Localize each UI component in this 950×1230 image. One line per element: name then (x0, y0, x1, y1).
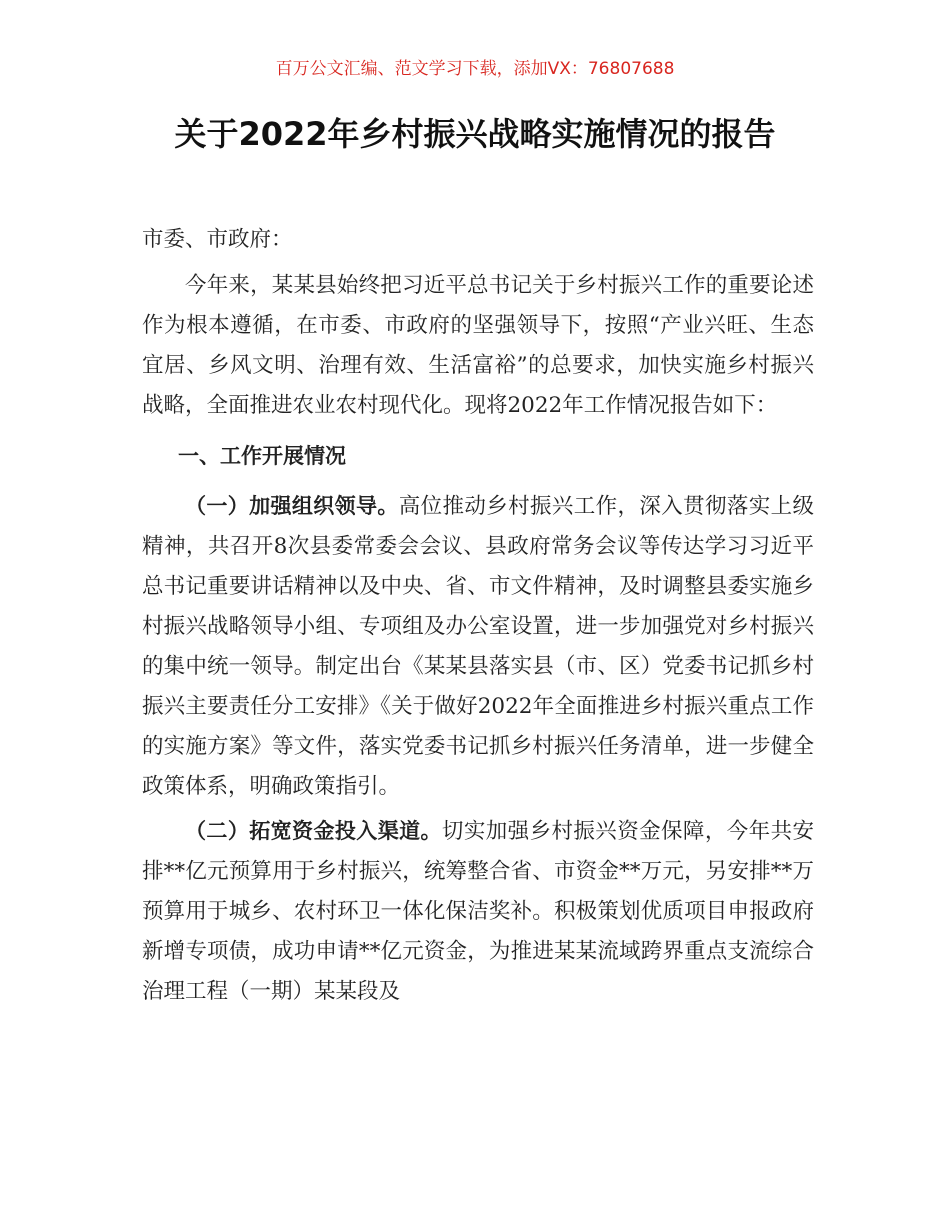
paragraph-lead-1: （一）加强组织领导。 (185, 494, 399, 518)
paragraph-item-1 (142, 486, 814, 807)
section-heading: 一、工作开展情况 (178, 444, 346, 468)
document-title: 关于2022年乡村振兴战略实施情况的报告 (174, 115, 776, 153)
paragraph-item-2 (142, 811, 814, 1012)
document-body (142, 220, 814, 1012)
intro-paragraph: 今年来，某某县始终把习近平总书记关于乡村振兴工作的重要论述作为根本遵循，在市委、市政府的坚强领导下，按照“产业兴旺、生态宜居、乡风文明、治理有效、生活富裕”的总要求，加快实施乡村振兴战略，全面推进农业农村现代化。现将2022年工作情况报告如下： (142, 273, 814, 418)
watermark-text: 百万公文汇编、范文学习下载，添加VX：76807688 (275, 59, 675, 79)
paragraph-lead-2: （二）拓宽资金投入渠道。 (185, 819, 442, 843)
paragraph-text-1: 高位推动乡村振兴工作，深入贯彻落实上级精神，共召开8次县委常委会会议、县政府常务会议等传达学习习近平总书记重要讲话精神以及中央、省、市文件精神，及时调整县委实施乡村振兴战略领导小组、专项组及办公室设置，进一步加强党对乡村振兴的集中统一领导。制定出台《某某县落实县（市、区）党委书记抓乡村振兴主要责任分工安排》《关于做好2022年全面推进乡村振兴重点工作的实施方案》等文件，落实党委书记抓乡村振兴任务清单，进一步健全政策体系，明确政策指引。 (142, 494, 814, 799)
paragraph-text-2: 切实加强乡村振兴资金保障，今年共安排**亿元预算用于乡村振兴，统筹整合省、市资金**万元，另安排**万预算用于城乡、农村环卫一体化保洁奖补。积极策划优质项目申报政府新增专项债，成功申请**亿元资金，为推进某某流域跨界重点支流综合治理工程（一期）某某段及 (142, 819, 814, 1004)
salutation: 市委、市政府： (142, 227, 293, 252)
